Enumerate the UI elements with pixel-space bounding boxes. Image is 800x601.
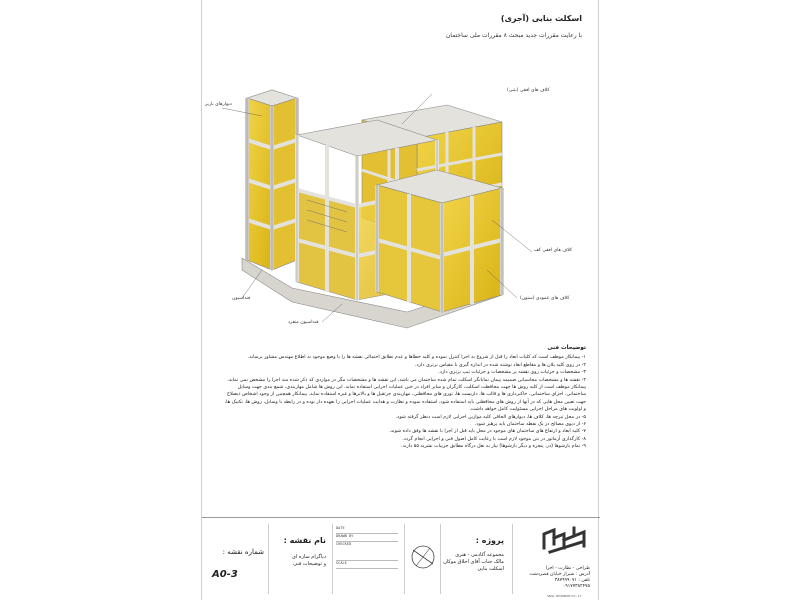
callout-horizontal-tie: کلاف های افقی کف <box>534 248 573 253</box>
note-item: ۲- در روی کلیه پلان ها و مقاطع ابعاد نوشته شده در اندازه گیری با مقیاس برتری دارد. <box>415 362 586 368</box>
technical-notes <box>224 345 586 451</box>
note-item: ۷- کلیه ابعاد و ارتفاع های ساختمان های موجود در محل باید قبل از اجرا با نقشه ها وفق داده شوند. <box>389 429 586 435</box>
sheet-subtitle: با رعایت مقررات جدید مبحث ۸ مقررات ملی ساختمان <box>445 32 582 39</box>
meta-drawn-by: DRAWN BY <box>336 534 398 542</box>
firm-info <box>529 566 590 590</box>
project-line: اسکلت بنایی <box>477 566 504 572</box>
callout-foundation: فنداسیون <box>232 296 251 301</box>
callout-brick-walls: دیوارهای باربر <box>205 102 232 107</box>
drawing-sheet <box>201 0 599 600</box>
project-label: پروژه : <box>475 536 504 545</box>
firm-logo-icon <box>540 524 590 554</box>
north-arrow-icon <box>410 544 436 570</box>
sheet-number: A0-3 <box>212 569 238 580</box>
firm-line: طراحی - نظارت - اجرا <box>545 566 590 571</box>
project-cell <box>444 522 508 595</box>
firm-cell <box>516 522 596 598</box>
note-item: ۵- در محل تیرچه ها، کلاف ها، دیوارهای الحاقی کلیه موازین اجرایی لازم است دنظر گرفته شود. <box>395 414 586 420</box>
note-item: ۹- تمام بازشوها (در، پنجره و دیگر بازشوها) نیاز به نعل درگاه مطابق جزییات نشریه ۵۵ دارند. <box>401 444 586 450</box>
callout-upper-tie: کلاف های افقی (بتنی) <box>507 88 550 93</box>
firm-line: آدرس : شیراز خیابان قصردشت <box>529 572 590 577</box>
notes-list <box>224 354 586 450</box>
drawing-meta-cell <box>336 522 402 595</box>
drawing-name-cell <box>272 522 330 595</box>
note-item: ۶- از دپوی مصالح در یک نقطه ساختمان باید پرهیز شود. <box>474 422 586 428</box>
drawing-meta <box>336 526 398 569</box>
meta-checked: CHECKED <box>336 542 398 561</box>
drawing-name-line: دیاگرام سازه ای <box>292 554 326 560</box>
meta-date: DATE <box>336 526 398 534</box>
drawing-name-value <box>292 554 326 568</box>
callout-strip-foundation: فنداسیون منفرد <box>288 320 319 325</box>
left-tower <box>247 90 297 270</box>
meta-scale: SCALE <box>336 561 398 569</box>
callout-vertical-tie: کلاف های عمودی (ستون) <box>520 296 570 301</box>
sheet-number-label: شماره نقشه : <box>222 548 264 556</box>
note-item: ۳- مشخصات و جزئیات روی نقشه بر مشخصات و جزئیات تیپ برتری دارد. <box>438 370 586 376</box>
note-item: ۱- پیمانکار موظف است که کلیات ابعاد را قبل از شروع به اجرا کنترل نموده و کلیه خطاها و عدم تطابق احتمالی نقشه ها را با وضع موجود به اطلاع مهندس مشاور برساند. <box>247 355 586 361</box>
sheet-title: اسکلت بنایی (آجری) <box>500 14 582 23</box>
drawing-name-label: نام نقشه : <box>283 536 326 545</box>
firm-line: تلفن : ۳۸۷۹۹۹۰۷۱ <box>554 578 590 583</box>
project-line: مالک جناب آقای اخلاق موکان <box>443 559 504 565</box>
firm-line: ۰۹۱۷۷۳۸۲۴۷۵ <box>562 584 590 589</box>
title-block <box>202 517 600 601</box>
project-value <box>443 552 504 573</box>
notes-heading: توضیحات فنی <box>547 345 586 351</box>
sheet-number-cell <box>206 522 264 595</box>
note-item: ۸- کارگذاری آرماتور در بتن موجود لازم است با رعایت کامل اصول فنی و اجرایی انجام گردد. <box>402 436 586 442</box>
project-line: مجموعه آکادمی - هنری <box>455 552 504 558</box>
note-item: ۴- نقشه ها و مشخصات محاسباتی ضمیمه پیمان نمایانگر اسکلت تمام شده ساختمان می باشد، این نقشه ها و مشخصات مگر در مواردی که ذکر شده مند اجرا را مشخص نمی نماید، پیمانکار موظف است از کلیه روش ها جهت محافظت اسکلت، کارگران و سایر افراد در حین عملیات اجرایی استفاده نماید. این روش ها شامل مهاربندی، شمع بندی جهت وسایل ساختمانی، اجزای ساختمانی، خاکبرداری ها و قالب ها، داربست ها، توری های محافظتی، مهاربندی جرثقیل ها و بالابرها و غیره استفاده نماید. پیمانکار همچنین از وجود اشخاص ذیصلاح جهت تعیین محل هایی که در آنها از روش های محافظتی باید استفاده شود، استفاده نموده و نظارت و هدایت عملیات اجرایی را بعهده دار بوده و در رابطه با وسایل، روش ها، تکنیک ها، و اولویت های مراحل اجرایی مسئولیت کامل خواهد داشت. <box>224 377 586 413</box>
front-right-block <box>377 170 502 312</box>
firm-website: www.ahdamarco.ir <box>547 594 582 598</box>
drawing-name-line: و توضیحات فنی <box>293 561 326 567</box>
